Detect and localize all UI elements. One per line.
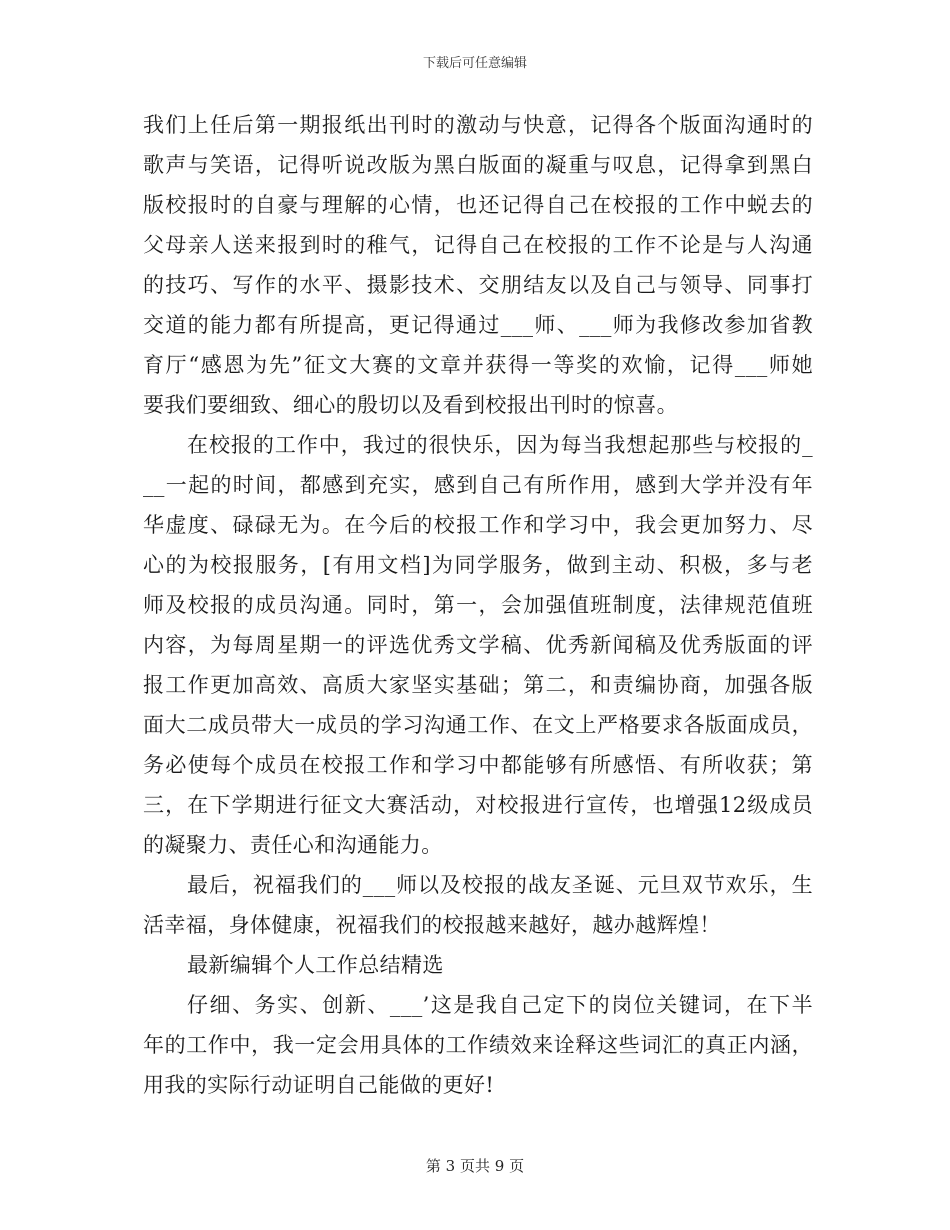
text-line: 内容，为每周星期一的评选优秀文学稿、优秀新闻稿及优秀版面的评 <box>143 633 813 657</box>
text-line: 交道的能力都有所提高，更记得通过___师、___师为我修改参加省教 <box>143 313 813 337</box>
text-line: __一起的时间，都感到充实，感到自己有所作用，感到大学并没有年 <box>143 473 813 497</box>
paragraph <box>143 105 813 425</box>
text-line: 版校报时的自豪与理解的心情，也还记得自己在校报的工作中蜕去的 <box>143 193 813 217</box>
text-line: 面大二成员带大一成员的学习沟通工作、在文上严格要求各版面成员， <box>143 713 813 737</box>
text-line: 最后，祝福我们的___师以及校报的战友圣诞、元旦双节欢乐，生 <box>187 873 813 897</box>
text-line: 仔细、务实、创新、___’这是我自己定下的岗位关键词，在下半 <box>187 993 813 1017</box>
text-line: 华虚度、碌碌无为。在今后的校报工作和学习中，我会更加努力、尽 <box>143 513 813 537</box>
text-line: 父母亲人送来报到时的稚气，记得自己在校报的工作不论是与人沟通 <box>143 233 813 257</box>
text-line: 育厅“感恩为先”征文大赛的文章并获得一等奖的欢愉，记得___师她 <box>143 353 813 377</box>
page-header: 下载后可任意编辑 <box>422 56 527 71</box>
page-number: 第 3 页共 9 页 <box>425 1157 525 1175</box>
text-line: 三，在下学期进行征文大赛活动，对校报进行宣传，也增强12级成员 <box>143 793 813 817</box>
text-line: 活幸福，身体健康，祝福我们的校报越来越好，越办越辉煌！ <box>143 913 721 937</box>
text-line: 歌声与笑语，记得听说改版为黑白版面的凝重与叹息，记得拿到黑白 <box>143 153 813 177</box>
text-line: 年的工作中，我一定会用具体的工作绩效来诠释这些词汇的真正内涵， <box>143 1033 813 1057</box>
paragraph <box>143 985 813 1105</box>
text-line: 在校报的工作中，我过的很快乐，因为每当我想起那些与校报的_ <box>187 433 813 457</box>
section-heading <box>143 945 813 985</box>
text-line: 心的为校报服务，[有用文档]为同学服务，做到主动、积极，多与老 <box>143 553 813 577</box>
document-body <box>143 105 813 1105</box>
text-line: 最新编辑个人工作总结精选 <box>187 953 444 977</box>
text-line: 的技巧、写作的水平、摄影技术、交朋结友以及自己与领导、同事打 <box>143 273 813 297</box>
text-line: 我们上任后第一期报纸出刊时的激动与快意，记得各个版面沟通时的 <box>143 113 813 137</box>
text-line: 师及校报的成员沟通。同时，第一，会加强值班制度，法律规范值班 <box>143 593 813 617</box>
text-line: 报工作更加高效、高质大家坚实基础；第二，和责编协商，加强各版 <box>143 673 813 697</box>
text-line: 要我们要细致、细心的殷切以及看到校报出刊时的惊喜。 <box>143 393 678 417</box>
text-line: 务必使每个成员在校报工作和学习中都能够有所感悟、有所收获；第 <box>143 753 813 777</box>
paragraph <box>143 865 813 945</box>
text-line: 用我的实际行动证明自己能做的更好! <box>143 1073 495 1097</box>
paragraph <box>143 425 813 865</box>
text-line: 的凝聚力、责任心和沟通能力。 <box>143 833 443 857</box>
